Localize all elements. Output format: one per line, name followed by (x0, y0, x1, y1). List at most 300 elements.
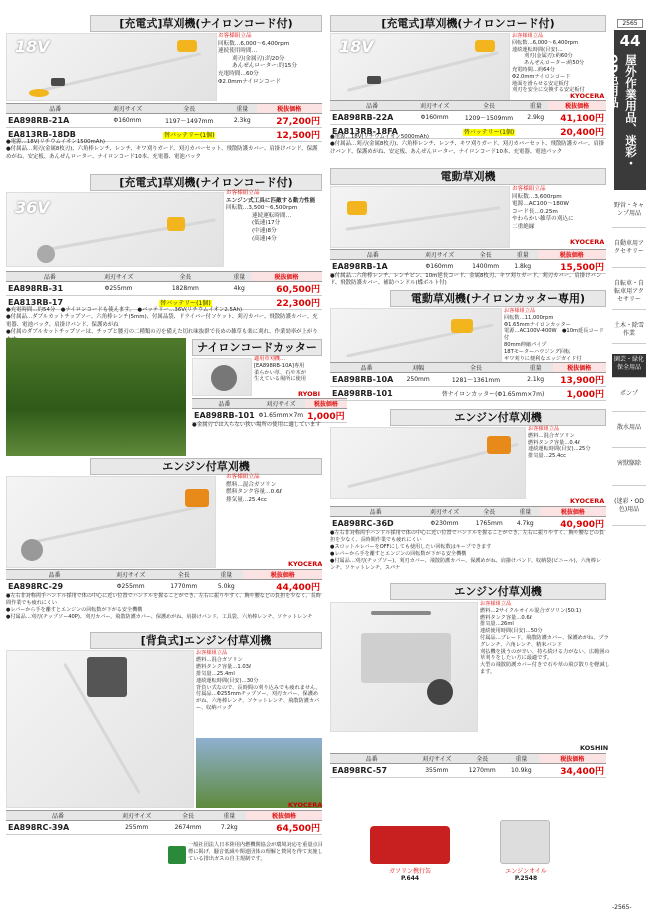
product-code: EA813RB-17 (6, 296, 94, 310)
p7-feature: お客様組立品 (528, 426, 560, 432)
p3-features (226, 190, 322, 243)
weight: 7.2kg (213, 821, 246, 835)
emission-logo (168, 846, 186, 864)
col-price: 税抜価格 (539, 754, 606, 764)
p2-feature: 地面を滑らせる安定板付 (512, 80, 569, 87)
p4-feature: 二重絶縁 (512, 223, 535, 230)
p6-photo (330, 308, 502, 370)
p9-photo (330, 602, 478, 732)
p2-feature: 充電時間…約64分 (512, 66, 555, 73)
length: 1270mm (460, 764, 504, 778)
product-code: EA898RB-22A (330, 111, 414, 125)
col-code: 品番 (330, 363, 403, 373)
p9-feature: 排気量…26ml (480, 621, 514, 628)
ref-label: ガソリン携行缶 (388, 868, 431, 875)
col-length: 全長 (143, 272, 227, 282)
p9-feature: 燃料タンク容量…0.6ℓ (480, 614, 532, 621)
ref-page: P.2548 (514, 875, 538, 882)
table-row (330, 517, 606, 531)
p4-feature: コード長…0.25m (512, 208, 558, 215)
p7-note: ●左右非対称両手ハンドル採用で体の中心に近い位置でハンドルを握ることができ、左右に振りやすく、腕や腰などの負担を少なく、長時間作業でも疲れにくい (330, 530, 605, 543)
kyocera-logo: KYOCERA (570, 497, 605, 505)
p3-photo (6, 192, 224, 267)
product-code: EA898RC-39A (6, 821, 110, 835)
battery-label: 替バッテリー(1個) (463, 129, 515, 136)
ref-engine-oil (480, 866, 572, 882)
grass-photo (6, 338, 186, 456)
blade-size: Φ230mm (421, 517, 468, 531)
p7-title: エンジン付草刈機 (390, 409, 606, 426)
p4-title: 電動草刈機 (330, 168, 606, 185)
p2-features (512, 33, 608, 94)
chapter-number: 44 (619, 32, 641, 50)
col-length: 全長 (460, 754, 504, 764)
table-row (192, 409, 347, 423)
side-tab[interactable]: 土木・除雪作業 (612, 320, 646, 344)
p3-feature: 連続運転時間… (252, 212, 292, 219)
p8-table (6, 569, 322, 594)
p1-feature: お客様組立品 (218, 33, 252, 39)
col-code: 品番 (6, 570, 103, 580)
p5-feature: 柔らかい草、石や木が (254, 369, 306, 376)
table-row (330, 373, 606, 387)
p3-motor (167, 217, 185, 231)
p10-feature: 燃料タンク容量…1.03ℓ (196, 663, 252, 670)
p1-motor (177, 40, 197, 52)
p10-pack (87, 657, 127, 697)
p8-note: ●左右非対称両手ハンドル採用で体の中心に近い位置でハンドルを握ることができ、左右に振りやすく、腕や腰などの負担を少なく、長時間作業でも疲れにくい (6, 593, 321, 606)
length: 1197～1497mm (150, 114, 227, 128)
blade-size: Φ160mm (414, 111, 455, 125)
side-tab[interactable]: 自動車用アクセサリー (612, 238, 646, 268)
col-length: 全長 (163, 811, 212, 821)
price: 1,000円 (553, 387, 606, 401)
col-weight: 重量 (511, 507, 540, 517)
p10-feature: 連続運転時間(目安)…30分 (196, 677, 259, 684)
col-blade: 刈刃サイズ (104, 104, 150, 114)
battery-label: 替バッテリー(1個) (163, 132, 215, 139)
weight: 2.1kg (519, 373, 553, 387)
p7-feature: 連続運転時間(目安)…25分 (528, 446, 591, 453)
p8-feature: 燃料…混合ガソリン (226, 481, 277, 488)
p2-feature: 刈刃を安全に交換する安定板付 (512, 87, 585, 94)
side-tab[interactable]: 自転車・自転車用アクセサリー (612, 278, 646, 310)
p5-feature: [EA898RB-10A]専用 (254, 362, 305, 369)
side-tab[interactable]: 園芸・緑化保全用品 (612, 354, 646, 378)
col-code: 品番 (330, 101, 414, 111)
price: 34,400円 (539, 764, 606, 778)
p1-battery (51, 78, 65, 86)
p1-note: ●付属品…刈刃(金属8枚刃)、六角棒レンチ、レンチ、キワ刈りガード、刈刃カバーセット、飛散防護カバー、肩掛けバンド、保護めがね、安定板、あんぜんローター、ナイロンコード10本、充電器、電池パック (6, 146, 318, 160)
p6-feature: 80mm伸縮パイプ (504, 341, 547, 348)
weight: 10.9kg (504, 764, 539, 778)
p10-feature: 燃料…混合ガソリン (196, 656, 243, 663)
col-price: 税抜価格 (553, 363, 606, 373)
product-code: EA898RB-21A (6, 114, 104, 128)
p2-feature: 連続運転時間(目安)… (512, 46, 563, 53)
col-code: 品番 (192, 399, 257, 409)
weight: 4kg (227, 282, 251, 296)
table-row (330, 111, 606, 125)
p1-feature: 連続使用時間… (218, 48, 258, 55)
p1-features (218, 33, 322, 86)
chapter-title: 屋外作業用品、迷彩・OD色用品 (606, 54, 638, 169)
p9-feature: 燃料…2サイクルオイル混合ガソリン(50:1) (480, 607, 582, 614)
product-code: EA898RB-1A (330, 260, 415, 274)
weight: 5.0kg (209, 580, 243, 594)
col-blade: 刈刃サイズ (103, 570, 158, 580)
p2-volt: 18V (339, 37, 374, 56)
price: 40,900円 (540, 517, 606, 531)
p3-volt: 36V (15, 198, 50, 217)
p8-shaft (23, 503, 209, 545)
p2-shaft (347, 51, 499, 92)
p7-table (330, 506, 606, 531)
p2-feature: Φ2.0mmナイロンコード (512, 73, 571, 80)
p1-feature: Φ2.0mmナイロンコード (218, 78, 281, 85)
weight: 1.8kg (508, 260, 538, 274)
weight: 2.3kg (228, 114, 257, 128)
product-code: EA898RB-101 (192, 409, 257, 423)
col-weight: 重量 (213, 811, 246, 821)
p10-photo (6, 650, 194, 808)
weight: 2.9kg (523, 111, 548, 125)
p3-feature: (高速)4分 (252, 235, 277, 242)
p6-feature: お客様組立品 (504, 308, 536, 314)
p1-volt: 18V (15, 37, 50, 56)
p7-feature: 排気量…25.4cc (528, 453, 567, 460)
col-blade: 刈刃サイズ (413, 754, 460, 764)
p10-title: [背負式]エンジン付草刈機 (90, 632, 322, 649)
page-badge: 2565 (617, 19, 643, 28)
col-code: 品番 (6, 272, 94, 282)
p4-table (330, 249, 606, 274)
p8-note: ●付属品…刈刃(チップソー40P)、刈刃カバー、飛散防護カバー、保護めがね、肩掛けバンド、工具袋、六角棒レンチ、ソケットレンチ (6, 613, 313, 620)
p3-feature: 回転数…3,500～6,500rpm (226, 205, 298, 212)
p8-photo (6, 476, 216, 568)
side-tab[interactable]: ポンプ (612, 388, 646, 412)
blade-size: 250mm (403, 373, 433, 387)
col-code: 品番 (6, 811, 110, 821)
col-blade: 刈刃サイズ (415, 250, 463, 260)
p3-feature: (低速)17分 (252, 220, 281, 227)
p8-note: ●レバーから手を離すとエンジンの回転数が下がる安全機構 (6, 606, 143, 613)
p4-shaft (346, 206, 501, 231)
p9-frame (361, 633, 451, 683)
length: 1828mm (143, 282, 227, 296)
mountain-photo (196, 738, 322, 808)
p2-feature: 刈刃(金属刃):約60分 (524, 53, 573, 60)
p2-title: [充電式]草刈機(ナイロンコード付) (330, 15, 606, 32)
p6-feature: ギワ刈りに便利なエッジガイド付 (504, 355, 582, 362)
col-length: 全長 (150, 104, 227, 114)
product-code: EA898RC-57 (330, 764, 413, 778)
table-row (6, 580, 322, 594)
col-weight: 重量 (209, 570, 243, 580)
p9-feature: 連続使用時間(目安)…50分 (480, 628, 543, 635)
p6-feature: 電源…AC100V-400W ●10m延長コード付 (504, 328, 604, 342)
length: 1400mm (463, 260, 507, 274)
product-code: EA813RB-18FA (330, 125, 414, 139)
col-price: 税抜価格 (243, 570, 322, 580)
p3-feature: (中速)8分 (252, 227, 277, 234)
length: 1281～1361mm (433, 373, 518, 387)
table-row (6, 821, 322, 835)
col-length: 全長 (455, 101, 523, 111)
ref-label: エンジンオイル (505, 868, 547, 875)
product-code: EA898RB-10A (330, 373, 403, 387)
blade-size: Φ255mm (94, 282, 144, 296)
p4-notes (330, 273, 606, 288)
blade-size: Φ255mm (103, 580, 158, 594)
p5-notes (192, 422, 322, 429)
p2-notes (330, 134, 606, 156)
p6-table (330, 362, 606, 401)
length: 1765mm (468, 517, 511, 531)
p1-table (6, 103, 322, 142)
p1-shaft (29, 52, 201, 95)
emission-notice: 一般社団法人日本陸用内燃機関協会が環境対応を重量点目標に掲げ、騒音低減や関連団体の理解と賛同を得て実施している排出ガスの自主規制です。 (188, 842, 323, 862)
kyocera-logo: KYOCERA (570, 92, 605, 100)
p1-note: ●電源…18V(リチウムイオン1500mAh) (6, 139, 106, 145)
p3-blade (37, 245, 55, 263)
gas-can-photo (370, 826, 450, 864)
blade-size: 255mm (110, 821, 163, 835)
p8-feature: 燃料タンク容量…0.6ℓ (226, 489, 282, 496)
length: 1209～1509mm (455, 111, 523, 125)
price: 15,500円 (538, 260, 606, 274)
length: 1770mm (158, 580, 209, 594)
col-code: 品番 (330, 507, 421, 517)
ref-gas-can (364, 866, 456, 882)
col-price: 税抜価格 (548, 101, 606, 111)
p1-feature: 回転数…6,000～6,400rpm (218, 40, 290, 47)
table-row (330, 764, 606, 778)
col-code: 品番 (330, 754, 413, 764)
length: 替ナイロンカッター(Φ1.65mm×7m) (433, 387, 552, 401)
ref-page: P.644 (400, 875, 420, 882)
p7-note: ●レバーから手を離すとエンジンの回転数が下がる安全機構 (330, 550, 467, 557)
p9-table (330, 753, 606, 778)
col-rated: 刈幅 (403, 363, 433, 373)
side-tab[interactable]: 野営・キャンプ用品 (612, 200, 646, 228)
p4-features (512, 186, 608, 232)
p6-title: 電動草刈機(ナイロンカッター専用) (390, 290, 606, 307)
p5-features (254, 356, 324, 383)
col-code: 品番 (6, 104, 104, 114)
col-blade: 刈刃サイズ (414, 101, 455, 111)
p2-photo (330, 33, 510, 101)
p9-feature: 付属品…ブレード、飛散防護カバー、保護めがね、プラグレンチ、六角レンチ、精米バンド (480, 634, 609, 648)
side-tab[interactable]: 害獣駆除 (612, 458, 646, 486)
p9-handle (371, 611, 431, 615)
p7-features (528, 426, 608, 460)
p7-feature: 燃料…混合ガソリン (528, 432, 575, 439)
p10-feature: 背負い式なので、長時間の刈り込みでも疲れません。 (196, 684, 321, 691)
p5-feature: 生えている場所に使用 (254, 376, 306, 383)
p8-feature: お客様組立品 (226, 474, 260, 480)
p3-feature: お客様組立品 (226, 190, 260, 196)
length: 2674mm (163, 821, 212, 835)
blade-size: Φ1.65mm×7m (257, 409, 305, 423)
p3-table (6, 271, 322, 310)
price: 22,300円 (251, 296, 322, 310)
p6-motor (451, 319, 473, 333)
col-code: 品番 (330, 250, 415, 260)
p3-note: ●充電時間…約54分 ●ナイロンコードも使えます。 ●バッテリー…36V(リチウムイオン2.5Ah) (6, 307, 243, 313)
p3-note: ●付属品…ダブルカットチップソー、六角棒レンチ(5mm)、付属品袋、ドライバー付ソケット、刈刃カバー、飛散防護カバー、充電器、電池パック、肩掛けバンド、保護めがね (6, 314, 318, 328)
blade-size: Φ160mm (104, 114, 150, 128)
col-length: 全長 (158, 570, 209, 580)
p8-title: エンジン付草刈機 (90, 458, 322, 475)
side-tab[interactable]: (迷彩・OD色)用品 (612, 496, 646, 526)
p7-photo (330, 427, 526, 499)
product-code: EA898RB-31 (6, 282, 94, 296)
price: 12,500円 (257, 128, 322, 142)
price: 60,500円 (251, 282, 322, 296)
p9-title: エンジン付草刈機 (390, 583, 606, 600)
p9-feature: 刈払機を扱うのが辛い、持ち続ける力がない、広範囲の草刈りをしたい方に最適です。 (480, 648, 610, 662)
p6-features (504, 308, 608, 362)
p2-feature: 回転数…6,000～6,400rpm (512, 39, 579, 46)
blade-size: 355mm (413, 764, 460, 778)
col-length: 全長 (463, 250, 507, 260)
p7-note: ●スロットルレバーをOFFにしても使用したい回転数はキープできます (330, 543, 492, 550)
p2-motor (475, 40, 495, 52)
col-length: 全長 (468, 507, 511, 517)
battery-label: 替バッテリー(1個) (160, 300, 211, 307)
p3-title: [充電式]草刈機(ナイロンコード付) (90, 174, 322, 191)
weight: 4.7kg (511, 517, 540, 531)
col-weight: 重量 (519, 363, 553, 373)
p9-feature: 大型の飛散防護カバー付きで石や草の飛び散りを軽減します。 (480, 662, 610, 675)
p2-battery (367, 76, 381, 84)
p3-shaft (48, 218, 216, 250)
p4-feature: 電源…AC100～180W (512, 201, 569, 208)
col-weight: 重量 (228, 104, 257, 114)
p6-feature: 回転数…11,000rpm (504, 314, 554, 321)
p3-feature: エンジン式工具に匹敵する動力性能 (226, 197, 316, 204)
p1-notes (6, 139, 322, 161)
p5-table (192, 398, 347, 423)
p8-engine (185, 489, 209, 507)
price: 41,100円 (548, 111, 606, 125)
col-price: 税抜価格 (246, 811, 322, 821)
product-code: EA813RB-18DB (6, 128, 104, 142)
price: 13,900円 (553, 373, 606, 387)
p8-blade (21, 539, 43, 561)
side-tab[interactable]: 散水用品 (612, 422, 646, 448)
p5-note: ●金属刃では入らない狭い場所の使用に適しています (192, 422, 321, 428)
p1-feature: 刈刃(金属刃):約20分 (232, 55, 285, 62)
col-weight: 重量 (523, 101, 548, 111)
price: 44,400円 (243, 580, 322, 594)
col-weight: 重量 (504, 754, 539, 764)
p4-photo (330, 186, 510, 248)
col-blade: 刈刃サイズ (421, 507, 468, 517)
kyocera-logo: KYOCERA (570, 238, 605, 246)
col-blade: 刈刃サイズ (110, 811, 163, 821)
col-blade: 刈刃サイズ (94, 272, 144, 282)
p8-features (226, 474, 322, 504)
table-row (6, 282, 322, 296)
p5-feature: 適用草刈機… (254, 356, 286, 362)
p2-feature: お客様組立品 (512, 33, 544, 39)
table-row (6, 114, 322, 128)
p4-feature: やわらかい雑草の刈込に (512, 216, 574, 223)
p6-feature: 18Tモーターハウジング回転 (504, 348, 571, 355)
koshin-logo: KOSHIN (580, 744, 609, 752)
nylon-spool (211, 365, 237, 391)
p9-wheel (427, 679, 453, 705)
col-weight: 重量 (508, 250, 538, 260)
table-row (330, 387, 606, 401)
page-number: -2565- (612, 904, 632, 911)
price: 1,000円 (305, 409, 346, 423)
p1-photo (6, 33, 217, 101)
price: 20,400円 (548, 125, 606, 139)
col-price: 税抜価格 (251, 272, 322, 282)
p10-feature: 付属品…Φ255mmチップソー、刈刃カバー、保護めがね、六角棒レンチ、ソケットレンチ、飛散防護カバー、収納バッグ (196, 691, 320, 712)
p1-guard (29, 89, 49, 97)
p4-motor (347, 201, 367, 215)
product-code: EA898RB-101 (330, 387, 403, 401)
ryobi-logo: RYOBI (298, 390, 321, 398)
p5-photo (192, 358, 252, 396)
p1-title: [充電式]草刈機(ナイロンコード付) (90, 15, 322, 32)
p4-feature: 回転数…3,600rpm (512, 193, 562, 200)
p1-feature: 充電時間…60分 (218, 70, 259, 77)
price: 27,200円 (257, 114, 322, 128)
blade-size (403, 387, 433, 401)
p2-note: ●電源…18V(リチウムイオン5000mAh) (330, 134, 430, 140)
product-code: EA898RC-36D (330, 517, 421, 531)
p1-feature: あんぜんローター:約15分 (232, 63, 297, 70)
col-blade: 刈刃サイズ (257, 399, 305, 409)
p7-notes (330, 530, 606, 571)
p7-engine (487, 436, 511, 454)
p10-feature: 排気量…25.4ml (196, 670, 235, 677)
p10-features (196, 650, 322, 712)
kyocera-logo: KYOCERA (288, 801, 323, 809)
p7-note: ●付属品…刈刃(チップソー)、刈刃カバー、飛散防護カバー、保護めがね、肩掛けバンド、収納袋(ビニール)、六角棒レンチ、ソケットレンチ、スパナ (330, 557, 602, 571)
oil-photo (500, 820, 550, 864)
p10-feature: お客様組立品 (196, 650, 228, 656)
p8-feature: 排気量…25.4cc (226, 496, 267, 503)
p2-feature: あんぜんローター:約50分 (524, 60, 585, 67)
p8-notes (6, 593, 322, 621)
blade-size: Φ160mm (415, 260, 463, 274)
col-price: 税抜価格 (538, 250, 606, 260)
col-price: 税抜価格 (257, 104, 322, 114)
col-length: 全長 (433, 363, 518, 373)
p10-table (6, 810, 322, 835)
table-row (330, 260, 606, 274)
p7-feature: 燃料タンク容量…0.4ℓ (528, 439, 580, 446)
p3-note: ●付属のダブルカットチップソーは、チップと腰刃の二種類の刃を備えた切れ味抜群で長めの雑草も楽に刈れ、作業効率が上がり (6, 329, 318, 336)
product-code: EA898RC-29 (6, 580, 103, 594)
p4-feature: お客様組立品 (512, 186, 546, 192)
p6-feature: Φ1.65mmナイロンカッター (504, 321, 571, 328)
kyocera-logo: KYOCERA (288, 560, 323, 568)
col-price: 税抜価格 (540, 507, 606, 517)
price: 64,500円 (246, 821, 322, 835)
col-weight: 重量 (227, 272, 251, 282)
p2-note: ●付属品…刈刃(金属8枚刃)、六角棒レンチ、レンチ、キワ刈りガード、刈刃カバーセット、飛散防護カバー、肩掛けバンド、保護めがね、安定板、あんぜんローター、ナイロンコード10本、充電器、電池パック (330, 141, 605, 155)
p9-feature: お客様組立品 (480, 601, 512, 607)
p5-title: ナイロンコードカッター (192, 339, 322, 356)
p4-note: ●付属品…六角棒レンチ、レンチピン、10m延長コード、金属8枚刃、キワ刈りガード、刈刃カバー、肩掛けバンド、飛散防護カバー、補助ハンドル(蝶ボルト付) (330, 273, 602, 287)
